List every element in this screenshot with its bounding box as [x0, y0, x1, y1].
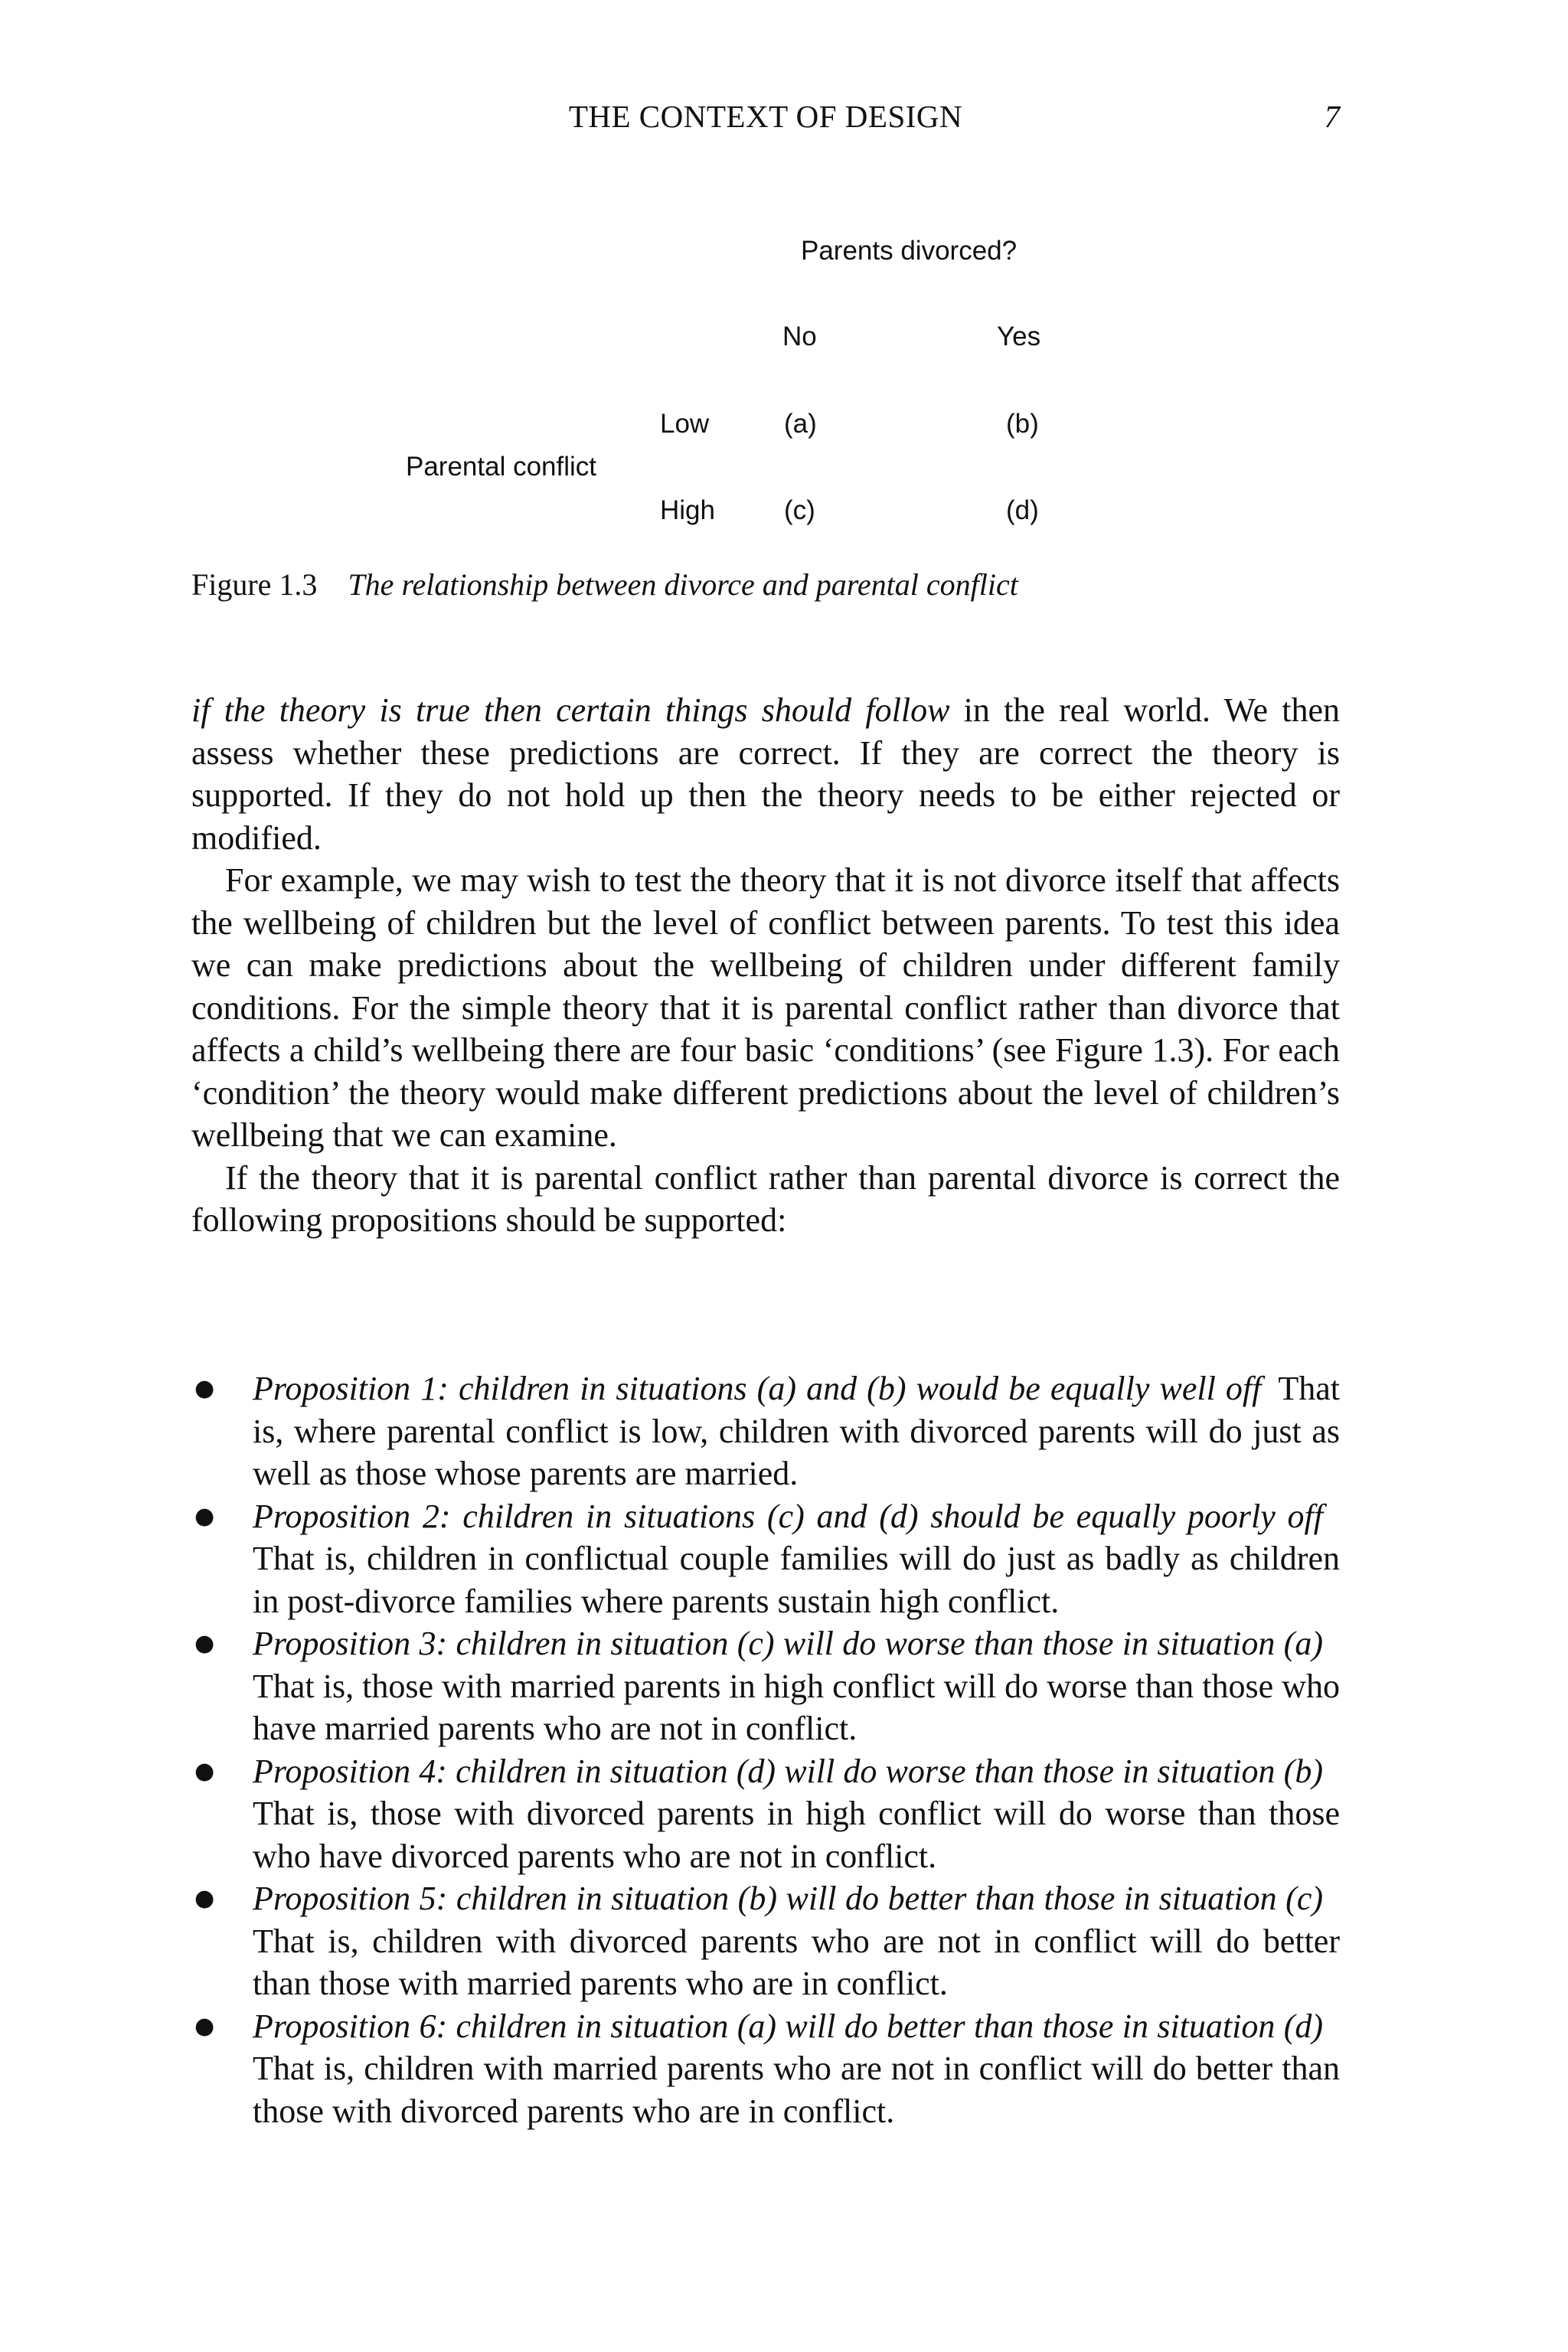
list-item — [191, 2005, 1340, 2133]
figure-1-3 — [0, 222, 1568, 620]
list-item — [191, 1877, 1340, 2005]
paragraph-1-rest: in the real world. We then assess whether these predictions are correct. If they are correct the theory is supported. If they do not hold up then the theory needs to be either rejected or modified. — [191, 691, 1340, 857]
figure-row-header: Parental conflict — [406, 452, 597, 482]
bullet-icon: ● — [194, 1502, 215, 1530]
proposition-text: That is, where parental conflict is low, children with divorced parents will do just as well as those whose parents are married. — [253, 1370, 1340, 1492]
figure-column-no: No — [782, 322, 817, 351]
figure-row-low: Low — [660, 409, 710, 439]
proposition-title: Proposition 4: children in situation (d) will do worse than those in situation (b) — [253, 1752, 1323, 1790]
page-number: 7 — [1324, 99, 1340, 134]
list-item — [191, 1622, 1340, 1750]
list-item — [191, 1495, 1340, 1623]
running-head-title: THE CONTEXT OF DESIGN — [568, 99, 963, 134]
body-text — [191, 689, 1340, 1242]
figure-column-yes: Yes — [997, 322, 1041, 351]
paragraph-2: For example, we may wish to test the theory that it is not divorce itself that affects the wellbeing of children but the level of conflict between parents. To test this idea we can make predictions about the wellbeing of children under different family conditions. For the simple theory that it is parental conflict rather than divorce that affects a child’s wellbeing there are four basic ‘conditions’ (see Figure 1.3). For each ‘condition’ the theory would make different predictions about the level of children’s wellbeing that we can examine. — [191, 861, 1340, 1154]
bullet-icon: ● — [194, 1757, 215, 1785]
figure-row-high: High — [660, 495, 715, 525]
proposition-text: That is, children in conflictual couple families will do just as badly as children in post-divorce families where parents sustain high conflict. — [253, 1540, 1340, 1620]
figure-cell-d: (d) — [1006, 495, 1039, 525]
running-head — [191, 98, 1340, 144]
list-item — [191, 1367, 1340, 1495]
figure-column-header: Parents divorced? — [801, 236, 1018, 266]
bullet-icon: ● — [194, 1885, 215, 1912]
list-item — [191, 1750, 1340, 1878]
figure-cell-a: (a) — [784, 409, 817, 439]
bullet-icon: ● — [194, 2012, 215, 2040]
proposition-title: Proposition 3: children in situation (c) will do worse than those in situation (a) — [253, 1625, 1323, 1662]
proposition-title: Proposition 5: children in situation (b) will do better than those in situation (c) — [253, 1880, 1323, 1917]
proposition-text: That is, those with married parents in high conflict will do worse than those who have married parents who are not in conflict. — [253, 1667, 1340, 1747]
figure-cell-b: (b) — [1006, 409, 1039, 439]
proposition-text: That is, children with divorced parents who are not in conflict will do better than those with married parents who are in conflict. — [253, 1922, 1340, 2002]
figure-cell-c: (c) — [784, 495, 815, 525]
proposition-title: Proposition 2: children in situations (c) and (d) should be equally poorly off — [253, 1497, 1323, 1535]
propositions-list — [191, 1367, 1340, 2132]
paragraph-1-italic: if the theory is true then certain things should follow — [191, 691, 950, 729]
proposition-text: That is, those with divorced parents in high conflict will do worse than those who have divorced parents who are not in conflict. — [253, 1795, 1340, 1875]
figure-caption-label: Figure 1.3 — [191, 567, 318, 602]
bullet-icon: ● — [194, 1630, 215, 1657]
proposition-text: That is, children with married parents who are not in conflict will do better than those with divorced parents who are in conflict. — [253, 2050, 1340, 2130]
paragraph-1 — [191, 689, 1340, 859]
bullet-icon: ● — [194, 1375, 215, 1402]
figure-caption — [191, 567, 1340, 603]
proposition-title: Proposition 6: children in situation (a) will do better than those in situation (d) — [253, 2007, 1323, 2045]
proposition-title: Proposition 1: children in situations (a) and (b) would be equally well off — [253, 1370, 1262, 1407]
figure-caption-text: The relationship between divorce and parental conflict — [348, 567, 1018, 602]
paragraph-3: If the theory that it is parental conflict rather than parental divorce is correct the following propositions should be supported: — [191, 1158, 1340, 1239]
